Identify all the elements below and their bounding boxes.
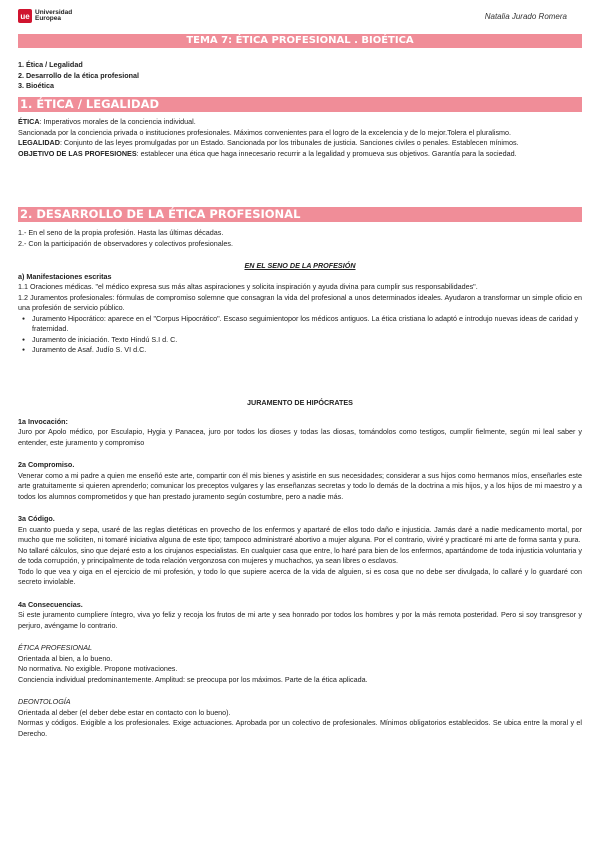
legalidad-text: : Conjunto de las leyes promulgadas por un Estado. Sancionada por los tribunales de justicia. Sanciones civiles o penales. Establecen mínimos.: [59, 138, 519, 147]
subheading: EN EL SENO DE LA PROFESIÓN: [244, 261, 356, 270]
toc-item: 1. Ética / Legalidad: [18, 60, 83, 69]
etica-profesional-line: Conciencia individual predominantemente. Amplitud: se preocupa por los máximos. Parte de la ética aplicada.: [18, 674, 368, 684]
consequences-heading: 4a Consecuencias.: [18, 599, 83, 609]
etica-label: ÉTICA: [18, 117, 40, 126]
logo-text: [35, 10, 72, 23]
invocation-text: Juro por Apolo médico, por Esculapio, Hygia y Panacea, juro por todos los dioses y todas las diosas, tomándolos como testigos, cumplir fielmente, según mi leal saber y entender, este juramento y compromiso: [18, 427, 582, 447]
section-2-line-1: 1.- En el seno de la propia profesión. Hasta las últimas décadas.: [18, 228, 224, 237]
etica-detail: Sancionada por la conciencia privada o instituciones profesionales. Máximos convenientes para el logro de la excelencia y de lo mejor.Tolera el pluralismo.: [18, 127, 512, 137]
section-1-body: [18, 117, 582, 159]
code-text-3: Todo lo que vea y oiga en el ejercicio de mi profesión, y todo lo que supiere acerca de la vida de alguien, si es cosa que no debe ser divulgada, lo callaré y lo guardaré con secreto inviolable.: [18, 566, 582, 586]
commitment-text: Venerar como a mi padre a quien me enseñó este arte, compartir con él mis bienes y asistirle en sus necesidades; considerar a sus hijos como hermanos míos, enseñarles este arte gratuitamente si quieren aprenderlo; comunicar los preceptos vulgares y las enseñanzas secretas y todo lo demás de la doctrina a mis hijos, y a los hijos de mi maestro y a todos los alumnos comprometidos y que han prestado juramento según costumbre, pero a nadie más.: [18, 470, 582, 501]
university-logo: [18, 9, 72, 23]
etica-profesional-line: No normativa. No exigible. Propone motivaciones.: [18, 664, 178, 673]
legalidad-label: LEGALIDAD: [18, 138, 60, 147]
list-item: ● Juramento de iniciación. Texto Hindú S.I d. C.: [32, 335, 582, 346]
section-2-heading: 2. DESARROLLO DE LA ÉTICA PROFESIONAL: [18, 207, 582, 222]
logo-mark: ue: [18, 9, 32, 23]
table-of-contents: [18, 60, 582, 92]
page-header: [0, 0, 599, 30]
etica-profesional-line: Orientada al bien, a lo bueno.: [18, 653, 113, 663]
hippocratic-oath: [18, 398, 582, 739]
oath-title: JURAMENTO DE HIPÓCRATES: [247, 398, 353, 407]
oath-list: [18, 314, 582, 356]
author-name: Natalia Jurado Romera: [484, 12, 567, 21]
toc-item: 3. Bioética: [18, 81, 54, 90]
etica-text: : Imperativos morales de la conciencia individual.: [39, 117, 196, 126]
logo-line-1: Universidad: [35, 8, 73, 16]
deontologia-line: Orientada al deber (el deber debe estar en contacto con lo bueno).: [18, 707, 231, 717]
etica-profesional-heading: ÉTICA PROFESIONAL: [18, 643, 93, 652]
deontologia-line: Normas y códigos. Exigible a los profesionales. Exige actuaciones. Aprobada por un colectivo de profesionales. Mínimos obligatorios establecidos. Se ubica entre la moral y el Derecho.: [18, 718, 582, 738]
paragraph-1-1: 1.1 Oraciones médicas. "el médico expresa sus más altas aspiraciones y solicita inspiración y ayuda divina para cumplir sus responsabilidades".: [18, 282, 478, 291]
commitment-heading: 2a Compromiso.: [18, 460, 75, 469]
list-item: ● Juramento Hipocrático: aparece en el "Corpus Hipocrático". Escaso seguimientopor los médicos antiguos. La ética cristiana lo adaptó e introdujo nuevas ideas de caridad y fraternidad.: [32, 314, 582, 335]
deontologia-heading: DEONTOLOGÍA: [18, 697, 71, 706]
objetivo-text: : establecer una ética que haga innecesario recurrir a la legalidad y promueva sus objetivos. Garantía para la sociedad.: [136, 148, 517, 158]
invocation-heading: 1a Invocación:: [18, 416, 68, 426]
toc-item: 2. Desarrollo de la ética profesional: [18, 70, 140, 80]
section-2-body: [18, 228, 582, 356]
consequences-text: Si este juramento cumpliere íntegro, viva yo feliz y recoja los frutos de mi arte y sea honrado por todos los hombres y por la más remota posteridad. Pero si soy transgresor y perjuro, avéngame lo contrario.: [18, 610, 582, 630]
code-text-2: No tallaré cálculos, sino que dejaré esto a los cirujanos especialistas. En cualquier casa que entre, lo haré para bien de los enfermos, apartándome de toda injusticia voluntaria y de toda corrupción, y principalmente de toda relación vergonzosa con mujeres y muchachos, ya sean libres o esclavos.: [18, 545, 582, 565]
code-text-1: En cuanto pueda y sepa, usaré de las reglas dietéticas en provecho de los enfermos y apartaré de ellos todo daño e injusticia. Jamás daré a nadie medicamento mortal, por mucho que me soliciten, ni tomaré iniciativa alguna de este tipo; tampoco administraré abortivo a mujer alguna. Por el contrario, viviré y practicaré mi arte de forma santa y pura.: [18, 524, 582, 544]
section-1-heading: 1. ÉTICA / LEGALIDAD: [18, 97, 582, 112]
page-title: TEMA 7: ÉTICA PROFESIONAL . BIOÉTICA: [18, 34, 582, 48]
code-heading: 3a Código.: [18, 514, 55, 523]
objetivo-label: OBJETIVO DE LAS PROFESIONES: [18, 148, 137, 158]
paragraph-1-2: 1.2 Juramentos profesionales: fórmulas de compromiso solemne que consagran la vida del profesional a unos determinados ideales. Ayudaron a transformar un simple oficio en una profesión de servicio público.: [18, 292, 582, 312]
section-2-line-2: 2.- Con la participación de observadores y colectivos profesionales.: [18, 238, 233, 248]
logo-line-2: Europea: [35, 15, 62, 22]
manifestaciones-heading: a) Manifestaciones escritas: [18, 271, 112, 281]
list-item: ● Juramento de Asaf. Judío S. VI d.C.: [32, 345, 582, 356]
